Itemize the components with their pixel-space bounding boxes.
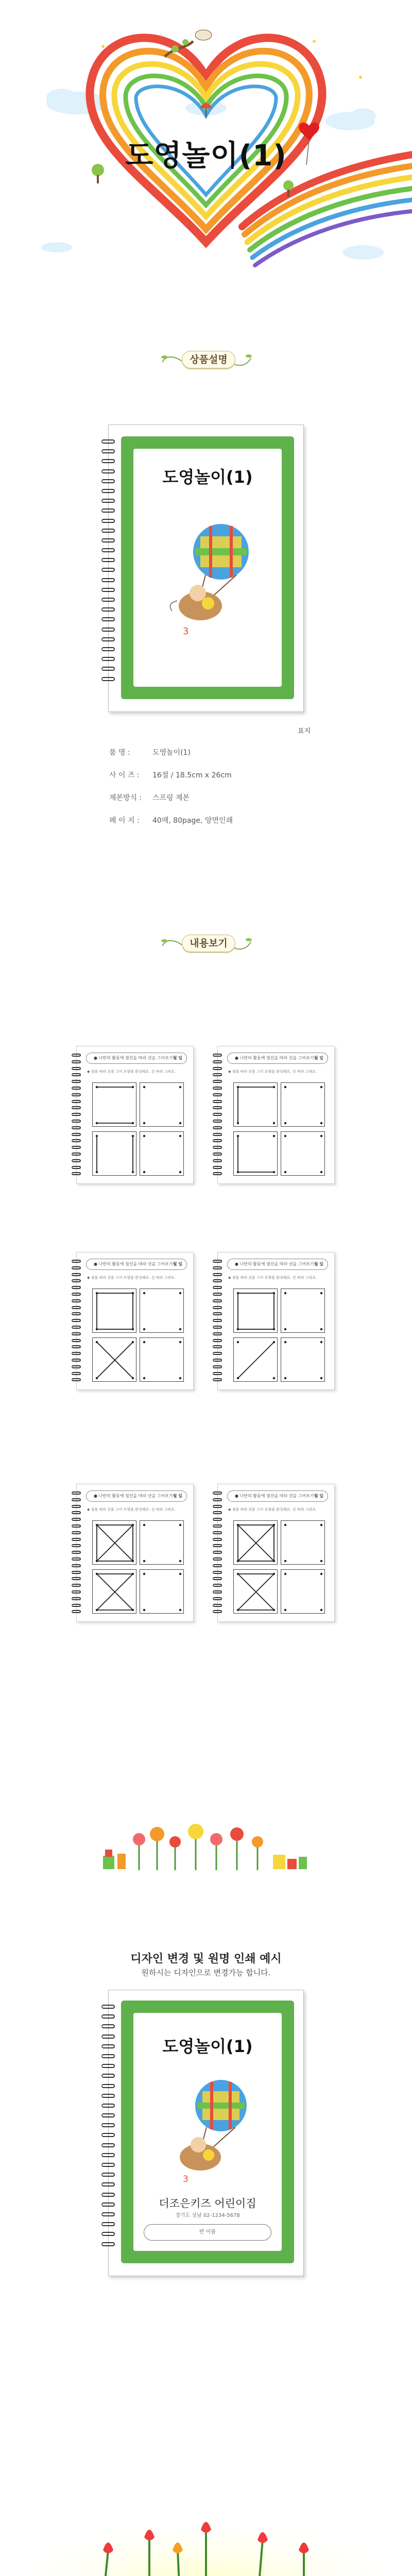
shape-drawing — [234, 1132, 278, 1176]
shape-box — [92, 1289, 136, 1333]
design-example-heading: 디자인 변경 및 원명 인쇄 예시 — [130, 1953, 282, 1965]
shape-box — [140, 1289, 184, 1333]
page-instruction: ◆ 점을 따라 선을 그어 모양을 완성해요. 선 따라 그려요. — [87, 1276, 176, 1280]
shape-box — [140, 1082, 184, 1127]
shape-box — [233, 1520, 278, 1565]
page-header — [227, 1053, 328, 1064]
shape-drawing — [281, 1338, 325, 1382]
page-header-text: ● 나만의 활동에 점선을 따라 선을 그어보기 — [94, 1262, 173, 1266]
shape-drawing — [234, 1521, 278, 1565]
preview-page — [76, 1484, 194, 1622]
shape-box — [92, 1337, 136, 1382]
page-date-field: 월 일 — [173, 1262, 182, 1266]
kindergarten-address: 경기도 성남 02-1234-5678 — [175, 2213, 240, 2218]
shape-drawing — [93, 1338, 137, 1382]
spiral-binding — [213, 1492, 223, 1617]
cover-title: 도영놀이(1) — [162, 467, 253, 487]
shape-drawing — [281, 1521, 325, 1565]
kindergarten-name: 더조은키즈 어린이집 — [159, 2197, 256, 2210]
shape-drawing — [234, 1083, 278, 1127]
example-title: 도영놀이(1) — [162, 2037, 253, 2056]
shape-box — [281, 1520, 325, 1565]
preview-page — [76, 1046, 194, 1184]
page-header — [86, 1490, 187, 1502]
svg-text:3: 3 — [183, 626, 189, 637]
page-instruction: ◆ 점을 따라 선을 그어 모양을 완성해요. 선 따라 그려요. — [87, 1070, 176, 1074]
page-header-text: ● 나만의 활동에 점선을 따라 선을 그어보기 — [94, 1494, 173, 1498]
page-header-text: ● 나만의 활동에 점선을 따라 선을 그어보기 — [94, 1056, 173, 1060]
svg-text:3: 3 — [183, 2174, 188, 2184]
shape-box — [140, 1569, 184, 1614]
spiral-binding — [72, 1492, 82, 1617]
page-header — [86, 1053, 187, 1064]
shape-box — [92, 1131, 136, 1176]
product-spec-list — [109, 747, 336, 838]
tulip-meadow-icon — [0, 2473, 412, 2576]
name-plate-label: 반 이름 — [199, 2229, 216, 2235]
spec-row-pages: 페 이 지 : 40매, 80page, 양면인쇄 — [109, 817, 233, 825]
page-header — [86, 1259, 187, 1270]
page-header-text: ● 나만의 활동에 점선을 따라 선을 그어보기 — [235, 1262, 314, 1266]
page-date-field: 월 일 — [173, 1056, 182, 1060]
shape-box — [233, 1337, 278, 1382]
shape-drawing — [234, 1338, 278, 1382]
shape-box — [281, 1569, 325, 1614]
shape-box — [92, 1520, 136, 1565]
shape-drawing — [93, 1132, 137, 1176]
cover-inner-panel — [133, 449, 282, 687]
page-header-text: ● 나만의 활동에 점선을 따라 선을 그어보기 — [235, 1494, 314, 1498]
shape-box — [140, 1337, 184, 1382]
page-header — [227, 1490, 328, 1502]
preview-page — [217, 1484, 335, 1622]
hot-air-balloon-icon — [133, 511, 282, 645]
spiral-binding — [213, 1260, 223, 1385]
spec-row-size: 사 이 즈 : 16절 / 18.5cm x 26cm — [109, 771, 232, 779]
preview-page — [217, 1046, 335, 1184]
example-inner-panel — [133, 2013, 282, 2251]
preview-page — [217, 1252, 335, 1390]
shape-box — [140, 1520, 184, 1565]
spiral-binding — [72, 1054, 82, 1179]
shape-drawing — [93, 1570, 137, 1614]
shape-box — [281, 1337, 325, 1382]
page-header — [227, 1259, 328, 1270]
shape-box — [281, 1289, 325, 1333]
page-date-field: 월 일 — [314, 1056, 323, 1060]
spiral-binding — [101, 2005, 116, 2252]
hero-title: 도영놀이(1) — [125, 139, 287, 173]
shape-drawing — [140, 1338, 184, 1382]
shape-box — [140, 1131, 184, 1176]
content-preview-badge — [173, 933, 239, 953]
design-example-subheading: 원하시는 디자인으로 변경가능 합니다. — [141, 1968, 271, 1977]
shape-box — [233, 1569, 278, 1614]
page-instruction: ◆ 점을 따라 선을 그어 모양을 완성해요. 선 따라 그려요. — [228, 1070, 317, 1074]
shape-drawing — [140, 1083, 184, 1127]
shape-drawing — [281, 1083, 325, 1127]
shape-box — [233, 1289, 278, 1333]
flower-garden-icon — [103, 1819, 309, 1875]
shape-box — [281, 1082, 325, 1127]
spec-row-name: 품 명 : 도영놀이(1) — [109, 749, 191, 757]
shape-drawing — [281, 1132, 325, 1176]
shape-box — [92, 1082, 136, 1127]
spiral-binding — [72, 1260, 82, 1385]
shape-box — [233, 1082, 278, 1127]
cover-caption: 표지 — [298, 727, 311, 735]
preview-page — [76, 1252, 194, 1390]
shape-drawing — [281, 1289, 325, 1333]
shape-drawing — [234, 1570, 278, 1614]
shape-drawing — [93, 1289, 137, 1333]
hot-air-balloon-icon — [133, 2070, 282, 2188]
page-date-field: 월 일 — [173, 1494, 182, 1498]
spec-row-binding: 제본방식 : 스프링 제본 — [109, 794, 190, 802]
name-plate — [144, 2224, 271, 2241]
shape-box — [92, 1569, 136, 1614]
page-instruction: ◆ 점을 따라 선을 그어 모양을 완성해요. 선 따라 그려요. — [87, 1507, 176, 1512]
content-badge-label: 내용보기 — [190, 938, 228, 949]
shape-drawing — [281, 1570, 325, 1614]
page-instruction: ◆ 점을 따라 선을 그어 모양을 완성해요. 선 따라 그려요. — [228, 1507, 317, 1512]
shape-drawing — [140, 1570, 184, 1614]
shape-box — [233, 1131, 278, 1176]
shape-drawing — [140, 1289, 184, 1333]
shape-drawing — [93, 1521, 137, 1565]
shape-drawing — [93, 1083, 137, 1127]
shape-drawing — [140, 1132, 184, 1176]
page-instruction: ◆ 점을 따라 선을 그어 모양을 완성해요. 선 따라 그려요. — [228, 1276, 317, 1280]
product-description-badge — [173, 349, 239, 369]
hero-banner — [0, 0, 412, 289]
cover-notebook — [108, 425, 304, 712]
page-date-field: 월 일 — [314, 1494, 323, 1498]
spiral-binding — [213, 1054, 223, 1179]
page-date-field: 월 일 — [314, 1262, 323, 1266]
example-notebook — [108, 1990, 304, 2276]
spiral-binding — [101, 439, 116, 687]
shape-drawing — [140, 1521, 184, 1565]
shape-box — [281, 1131, 325, 1176]
shape-drawing — [234, 1289, 278, 1333]
product-badge-label: 상품설명 — [190, 354, 228, 365]
page-header-text: ● 나만의 활동에 점선을 따라 선을 그어보기 — [235, 1056, 314, 1060]
